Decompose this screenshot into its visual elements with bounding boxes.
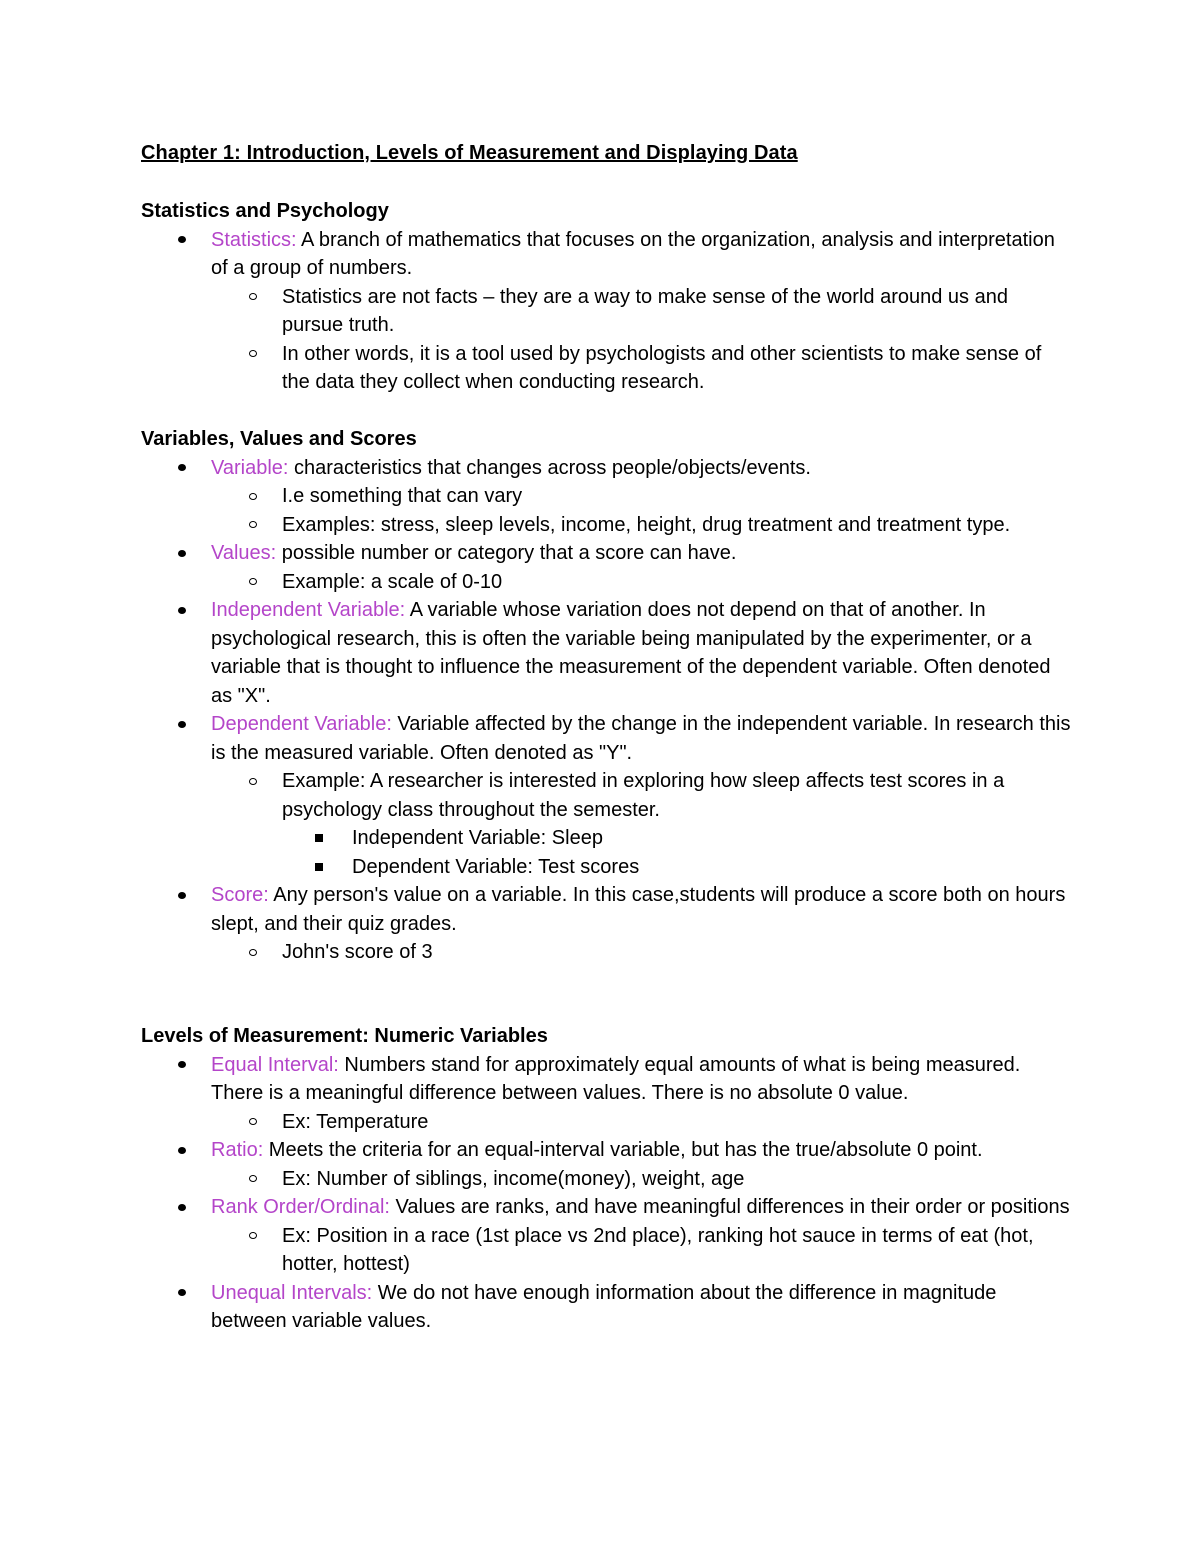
bullet-circle-icon	[249, 283, 257, 312]
bullet-disc-icon	[178, 596, 186, 625]
bullet-circle-icon	[249, 938, 257, 967]
term-label: Statistics:	[211, 228, 297, 251]
definition-text: Any person's value on a variable. In this case,students will produce a score both on hours slept, and their quiz grades.	[211, 884, 1066, 935]
list-item	[141, 824, 1071, 853]
bullet-circle-icon	[249, 511, 257, 540]
item-text: Example: a scale of 0-10	[282, 570, 503, 593]
list-item	[141, 1051, 1071, 1108]
bullet-circle-icon	[249, 767, 257, 796]
bullet-circle-icon	[249, 1222, 257, 1251]
term-label: Variable:	[211, 456, 289, 479]
list-item	[141, 511, 1071, 540]
term-label: Equal Interval:	[211, 1053, 339, 1076]
term-label: Values:	[211, 542, 277, 564]
term-label: Score:	[211, 884, 269, 906]
list-item	[141, 1136, 1071, 1165]
bullet-list	[141, 1051, 1071, 1336]
list-item	[141, 1108, 1071, 1137]
list-item	[141, 283, 1071, 340]
bullet-circle-icon	[249, 568, 257, 597]
bullet-disc-icon	[178, 881, 186, 910]
list-item	[141, 454, 1071, 483]
bullet-disc-icon	[178, 1136, 186, 1165]
term-label: Unequal Intervals:	[211, 1281, 373, 1304]
term-label: Rank Order/Ordinal:	[211, 1196, 390, 1218]
bullet-circle-icon	[249, 1108, 257, 1137]
list-item	[141, 767, 1071, 824]
list-item	[141, 938, 1071, 967]
section-statistics-and-psychology	[141, 197, 1071, 397]
section-levels-of-measurement	[141, 1022, 1071, 1336]
item-text: John's score of 3	[282, 941, 433, 963]
section-variables-values-scores	[141, 425, 1071, 967]
term-label: Independent Variable:	[211, 599, 406, 621]
term-label: Ratio:	[211, 1139, 264, 1161]
bullet-disc-icon	[178, 710, 186, 739]
list-item	[141, 596, 1071, 710]
list-item	[141, 340, 1071, 397]
bullet-list	[141, 226, 1071, 397]
item-text: Ex: Number of siblings, income(money), weight, age	[282, 1167, 745, 1190]
definition-text: Numbers stand for approximately equal amounts of what is being measured. There is a meaningful difference between values. There is no absolute 0 value.	[211, 1053, 1021, 1104]
bullet-disc-icon	[178, 1279, 186, 1308]
definition-text: A branch of mathematics that focuses on the organization, analysis and interpretation of a group of numbers.	[211, 228, 1055, 279]
item-text: Ex: Temperature	[282, 1110, 429, 1133]
list-item	[141, 482, 1071, 511]
item-text: Statistics are not facts – they are a way to make sense of the world around us and pursue truth.	[282, 285, 1008, 336]
list-item	[141, 568, 1071, 597]
item-text: Example: A researcher is interested in exploring how sleep affects test scores in a psychology class throughout the semester.	[282, 770, 1005, 821]
list-item	[141, 226, 1071, 283]
bullet-disc-icon	[178, 454, 186, 483]
item-text: Independent Variable: Sleep	[352, 827, 603, 849]
definition-text: Values are ranks, and have meaningful differences in their order or positions	[389, 1196, 1070, 1218]
definition-text: A variable whose variation does not depend on that of another. In psychological research, this is often the variable being manipulated by the experimenter, or a variable that is thought to influence the measurement of the dependent variable. Often denoted as "X".	[211, 599, 1051, 707]
bullet-circle-icon	[249, 1165, 257, 1194]
list-item	[141, 1165, 1071, 1194]
section-heading: Variables, Values and Scores	[141, 428, 417, 450]
list-item	[141, 1193, 1071, 1222]
definition-text: characteristics that changes across people/objects/events.	[288, 456, 811, 479]
definition-text: Variable affected by the change in the independent variable. In research this is the measured variable. Often denoted as "Y".	[211, 713, 1071, 764]
bullet-disc-icon	[178, 539, 186, 568]
list-item	[141, 539, 1071, 568]
bullet-disc-icon	[178, 1193, 186, 1222]
item-text: In other words, it is a tool used by psychologists and other scientists to make sense of the data they collect when conducting research.	[282, 342, 1042, 393]
bullet-disc-icon	[178, 1051, 186, 1080]
bullet-disc-icon	[178, 226, 186, 255]
bullet-circle-icon	[249, 482, 257, 511]
list-item	[141, 1279, 1071, 1336]
page-title: Chapter 1: Introduction, Levels of Measurement and Displaying Data	[141, 142, 798, 164]
bullet-list	[141, 454, 1071, 967]
item-text: Examples: stress, sleep levels, income, height, drug treatment and treatment type.	[282, 513, 1011, 536]
section-heading: Statistics and Psychology	[141, 200, 389, 222]
bullet-square-icon	[315, 853, 323, 882]
definition-text: We do not have enough information about the difference in magnitude between variable values.	[211, 1281, 997, 1332]
bullet-square-icon	[315, 824, 323, 853]
term-label: Dependent Variable:	[211, 713, 392, 735]
list-item	[141, 1222, 1071, 1279]
bullet-circle-icon	[249, 340, 257, 369]
item-text: Ex: Position in a race (1st place vs 2nd place), ranking hot sauce in terms of eat (hot, hotter, hottest)	[282, 1224, 1034, 1275]
list-item	[141, 710, 1071, 767]
definition-text: possible number or category that a score can have.	[276, 542, 737, 564]
item-text: I.e something that can vary	[282, 485, 523, 507]
list-item	[141, 881, 1071, 938]
item-text: Dependent Variable: Test scores	[352, 855, 640, 878]
section-heading: Levels of Measurement: Numeric Variables	[141, 1025, 548, 1047]
list-item	[141, 853, 1071, 882]
definition-text: Meets the criteria for an equal-interval variable, but has the true/absolute 0 point.	[263, 1139, 983, 1161]
